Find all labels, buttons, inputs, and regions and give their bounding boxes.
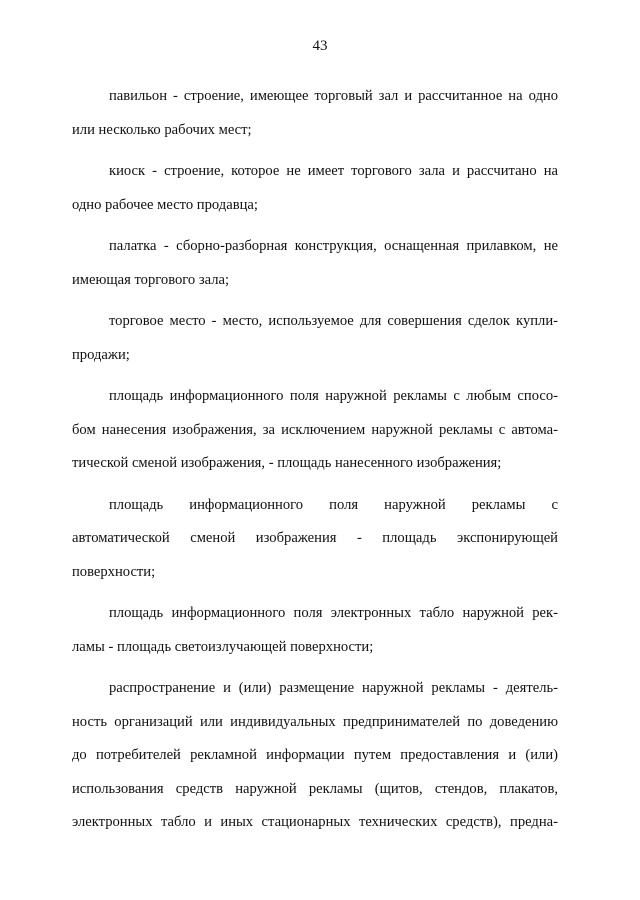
paragraph-line: торговое место - место, используемое для совершения сделок купли- <box>109 313 558 329</box>
paragraph-line: автоматической сменой изображения - площадь экспонирующей <box>72 530 558 546</box>
page-number: 43 <box>312 38 328 54</box>
paragraph-line: тической сменой изображения, - площадь нанесенного изображения; <box>72 455 502 471</box>
paragraph-line: использования средств наружной рекламы (щитов, стендов, плакатов, <box>72 780 558 797</box>
paragraph-info-field-area <box>72 380 558 481</box>
paragraph-line: площадь информационного поля электронных табло наружной рек- <box>109 605 558 621</box>
document-body <box>72 80 558 848</box>
paragraph-line: площадь информационного поля наружной рекламы с <box>109 496 558 513</box>
paragraph-line: бом нанесения изображения, за исключением наружной рекламы с автома- <box>72 421 558 438</box>
paragraph-line: ность организаций или индивидуальных предпринимателей по доведению <box>72 713 558 730</box>
paragraph-line: или несколько рабочих мест; <box>72 121 252 138</box>
paragraph-line: павильон - строение, имеющее торговый зал и рассчитанное на одно <box>109 88 558 104</box>
paragraph-electronic-board <box>72 597 558 664</box>
paragraph-distribution <box>72 672 558 840</box>
paragraph-line: ламы - площадь светоизлучающей поверхности; <box>72 638 374 655</box>
paragraph-pavilion <box>72 80 558 147</box>
paragraph-tent <box>72 230 558 297</box>
paragraph-kiosk <box>72 155 558 222</box>
paragraph-line: поверхности; <box>72 563 156 580</box>
paragraph-line: одно рабочее место продавца; <box>72 196 258 213</box>
paragraph-line: имеющая торгового зала; <box>72 271 230 288</box>
paragraph-line: киоск - строение, которое не имеет торгового зала и рассчитано на <box>109 163 558 179</box>
paragraph-line: распространение и (или) размещение наружной рекламы - деятель- <box>109 680 558 696</box>
paragraph-line: электронных табло и иных стационарных технических средств), предна- <box>72 814 558 830</box>
paragraph-line: продажи; <box>72 346 130 363</box>
paragraph-line: до потребителей рекламной информации путем предоставления и (или) <box>72 747 558 763</box>
paragraph-line: площадь информационного поля наружной рекламы с любым спосо- <box>109 388 558 404</box>
paragraph-trading-place <box>72 305 558 372</box>
paragraph-info-field-auto <box>72 489 558 590</box>
paragraph-line: палатка - сборно-разборная конструкция, оснащенная прилавком, не <box>109 238 558 254</box>
